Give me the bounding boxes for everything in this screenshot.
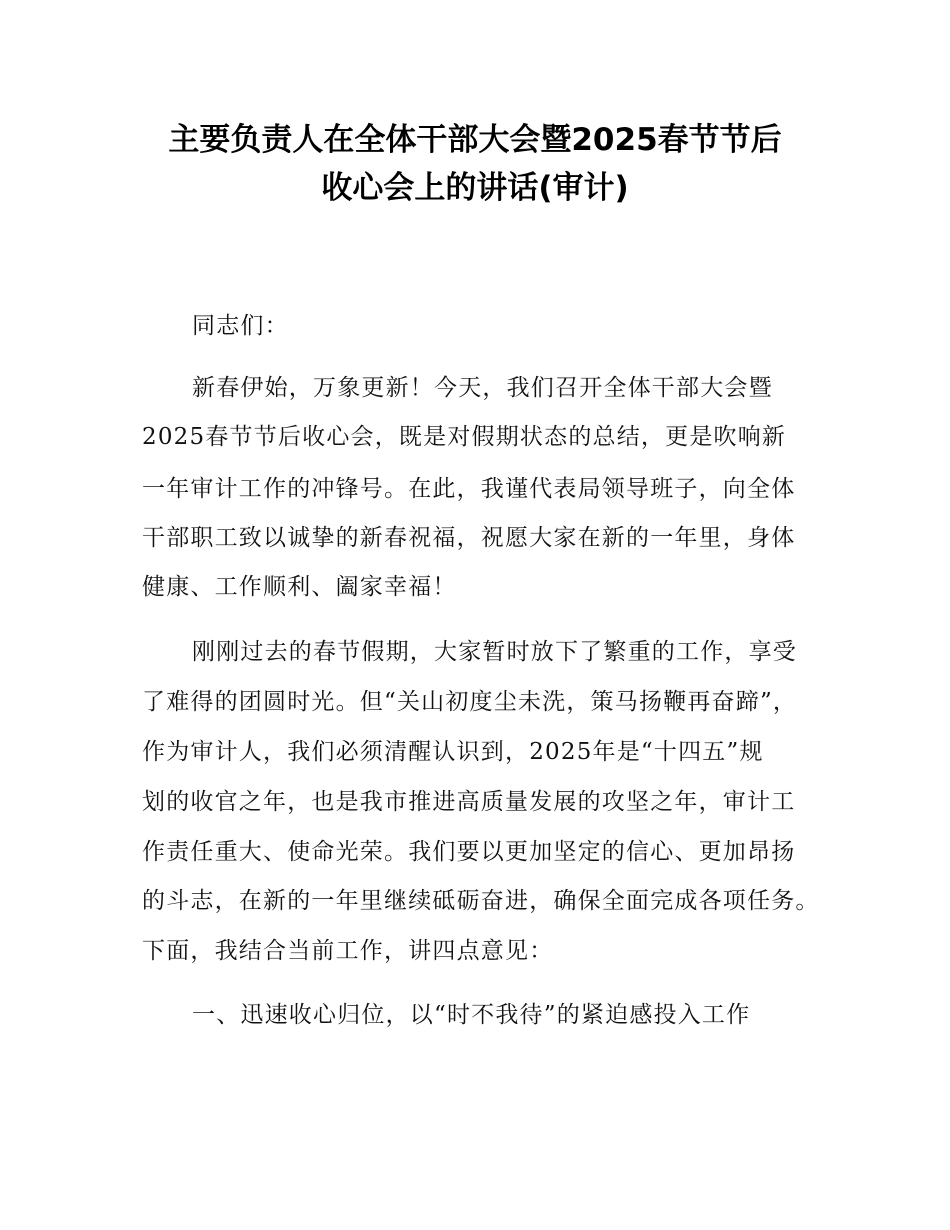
paragraph-2-line-7: 下面，我结合当前工作，讲四点意见： xyxy=(142,938,554,964)
paragraph-1-line-3: 一年审计工作的冲锋号。在此，我谨代表局领导班子，向全体 xyxy=(142,476,796,502)
paragraph-2-line-6: 的斗志，在新的一年里继续砥砺奋进，确保全面完成各项任务。 xyxy=(142,888,820,914)
section-heading-1: 一、迅速收心归位，以“时不我待”的紧迫感投入工作 xyxy=(192,1002,751,1028)
document-title-line-1: 主要负责人在全体干部大会暨2025春节节后 xyxy=(168,122,782,158)
paragraph-1-line-1: 新春伊始，万象更新！今天，我们召开全体干部大会暨 xyxy=(192,375,773,401)
paragraph-1-line-2: 2025春节节后收心会，既是对假期状态的总结，更是吹响新 xyxy=(142,424,787,450)
paragraph-2-line-5: 作责任重大、使命光荣。我们要以更加坚定的信心、更加昂扬 xyxy=(142,839,796,865)
paragraph-1-line-5: 健康、工作顺利、阖家幸福！ xyxy=(142,574,457,600)
paragraph-2-line-4: 划的收官之年，也是我市推进高质量发展的攻坚之年，审计工 xyxy=(142,789,796,815)
paragraph-1-line-4: 干部职工致以诚挚的新春祝福，祝愿大家在新的一年里，身体 xyxy=(142,525,796,551)
salutation: 同志们： xyxy=(192,313,289,339)
paragraph-2-line-3: 作为审计人，我们必须清醒认识到，2025年是“十四五”规 xyxy=(142,739,764,765)
paragraph-2-line-2: 了难得的团圆时光。但“关山初度尘未洗，策马扬鞭再奋蹄”， xyxy=(142,689,798,715)
document-title-line-2: 收心会上的讲话(审计) xyxy=(321,170,629,206)
paragraph-2-line-1: 刚刚过去的春节假期，大家暂时放下了繁重的工作，享受 xyxy=(192,639,797,665)
